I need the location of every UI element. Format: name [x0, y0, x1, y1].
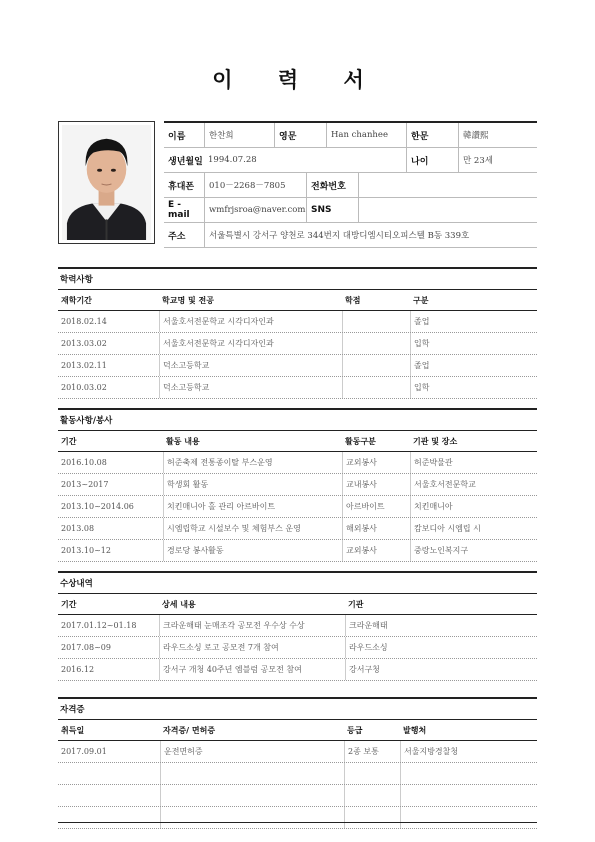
age-value: 만 23세 [458, 148, 537, 172]
birth-label: 생년월일 [168, 156, 203, 167]
activities-header-period: 기간 [61, 436, 77, 446]
cert-name [160, 763, 344, 784]
education-grade [342, 311, 410, 332]
table-row [58, 741, 537, 763]
certs-header-grade: 등급 [347, 725, 363, 735]
sns-label: SNS [306, 198, 358, 222]
tel-label: 전화번호 [306, 173, 358, 197]
profile-photo [58, 121, 155, 244]
eng-name-value: Han chanhee [326, 123, 406, 147]
table-row [58, 355, 537, 377]
education-type: 졸업 [410, 311, 537, 332]
awards-header-detail: 상세 내용 [162, 599, 196, 609]
education-type: 입학 [410, 377, 537, 398]
award-period: 2016.12 [61, 665, 95, 674]
info-row-email [164, 198, 537, 223]
education-school: 서울호서전문학교 시각디자인과 [159, 311, 342, 332]
award-detail: 강서구 개청 40주년 엠블럼 공모전 참여 [159, 659, 345, 680]
education-school: 덕소고등학교 [159, 377, 342, 398]
activity-place: 캄보디아 시엠립 시 [410, 518, 537, 539]
education-period: 2018.02.14 [61, 317, 107, 326]
sns-value [358, 198, 537, 222]
activity-period: 2013.10~2014.06 [61, 502, 134, 511]
activity-type: 해외봉사 [342, 518, 410, 539]
education-header-school: 학교명 및 전공 [162, 295, 214, 305]
cert-name: 운전면허증 [160, 741, 344, 762]
table-row [58, 540, 537, 562]
cert-issuer [400, 807, 537, 828]
activities-header-type: 활동구분 [345, 436, 376, 446]
email-label: E - mail [168, 200, 190, 220]
awards-header-row [58, 594, 537, 615]
name-label: 이름 [168, 131, 186, 142]
table-row [58, 807, 537, 829]
table-row [58, 333, 537, 355]
activity-type: 교외봉사 [342, 540, 410, 561]
name-value: 한찬희 [204, 123, 274, 147]
activity-content: 경로당 봉사활동 [163, 540, 342, 561]
cert-date: 2017.09.01 [61, 747, 107, 756]
education-grade [342, 355, 410, 376]
email-value: wmfrjsroa@naver.com [204, 198, 306, 222]
cert-grade [344, 763, 400, 784]
activity-content: 시엠립학교 시설보수 및 체험부스 운영 [163, 518, 342, 539]
table-row [58, 311, 537, 333]
activity-period: 2016.10.08 [61, 458, 107, 467]
awards-header-org: 기관 [348, 599, 364, 609]
activity-period: 2013.08 [61, 524, 95, 533]
activity-type: 교외봉사 [342, 452, 410, 473]
awards-header-period: 기간 [61, 599, 77, 609]
document-title: 이 력 서 [212, 68, 383, 92]
phone-value: 010－2268－7805 [204, 173, 306, 197]
info-row-name [164, 123, 537, 148]
table-row [58, 659, 537, 681]
award-period: 2017.01.12~01.18 [61, 621, 137, 630]
table-row [58, 637, 537, 659]
certificates-header-row [58, 720, 537, 741]
education-header-type: 구분 [413, 295, 429, 305]
activity-type: 아르바이트 [342, 496, 410, 517]
cert-date [58, 807, 160, 828]
education-grade [342, 377, 410, 398]
education-period: 2010.03.02 [61, 383, 107, 392]
bottom-divider [58, 822, 537, 823]
education-header-row [58, 290, 537, 311]
table-row [58, 496, 537, 518]
activity-place: 서울호서전문학교 [410, 474, 537, 495]
education-section [58, 267, 537, 399]
education-header-period: 재학기간 [61, 295, 92, 305]
activity-content: 허준축제 전통종이탈 부스운영 [163, 452, 342, 473]
cert-issuer: 서울지방경찰청 [400, 741, 537, 762]
award-org: 강서구청 [345, 659, 537, 680]
activities-section [58, 408, 537, 562]
award-org: 크라운해태 [345, 615, 537, 636]
cert-date [58, 763, 160, 784]
person-photo-icon [62, 125, 151, 240]
eng-name-label: 영문 [274, 123, 326, 147]
education-school: 서울호서전문학교 시각디자인과 [159, 333, 342, 354]
cert-name [160, 807, 344, 828]
award-detail: 크라운해태 눈매조각 공모전 우수상 수상 [159, 615, 345, 636]
table-row [58, 615, 537, 637]
phone-label: 휴대폰 [168, 181, 195, 192]
education-grade [342, 333, 410, 354]
education-school: 덕소고등학교 [159, 355, 342, 376]
cert-date [58, 785, 160, 806]
education-type: 입학 [410, 333, 537, 354]
awards-title: 수상내역 [58, 571, 537, 594]
education-period: 2013.02.11 [61, 361, 107, 370]
profile-info-table [164, 121, 537, 248]
certificates-section [58, 697, 537, 829]
education-type: 졸업 [410, 355, 537, 376]
award-detail: 라우드소싱 로고 공모전 7개 참여 [159, 637, 345, 658]
certs-header-name: 자격증/ 면허증 [163, 725, 216, 735]
activities-header-content: 활동 내용 [166, 436, 200, 446]
table-row [58, 785, 537, 807]
certificates-title: 자격증 [58, 697, 537, 720]
certs-header-date: 취득일 [61, 725, 85, 735]
awards-section [58, 571, 537, 681]
activity-period: 2013.10~12 [61, 546, 111, 555]
activity-place: 허준박물관 [410, 452, 537, 473]
activity-period: 2013~2017 [61, 480, 109, 489]
info-row-phone [164, 173, 537, 198]
education-title: 학력사항 [58, 267, 537, 290]
activity-place: 중랑노인복지구 [410, 540, 537, 561]
activities-header-row [58, 431, 537, 452]
activities-header-place: 기관 및 장소 [413, 436, 458, 446]
table-row [58, 518, 537, 540]
award-org: 라우드소싱 [345, 637, 537, 658]
cert-grade [344, 807, 400, 828]
table-row [58, 763, 537, 785]
hanja-name-label: 한문 [406, 123, 458, 147]
certs-header-issuer: 발행처 [403, 725, 427, 735]
cert-name [160, 785, 344, 806]
address-label: 주소 [168, 231, 186, 242]
activity-place: 치킨매니아 [410, 496, 537, 517]
activity-type: 교내봉사 [342, 474, 410, 495]
age-label: 나이 [406, 148, 458, 172]
activities-title: 활동사항/봉사 [58, 408, 537, 431]
info-row-birth [164, 148, 537, 173]
award-period: 2017.08~09 [61, 643, 111, 652]
hanja-name-value: 韓讚熙 [458, 123, 537, 147]
cert-grade [344, 785, 400, 806]
table-row [58, 474, 537, 496]
table-row [58, 452, 537, 474]
education-header-grade: 학점 [345, 295, 361, 305]
education-period: 2013.03.02 [61, 339, 107, 348]
cert-issuer [400, 785, 537, 806]
address-value: 서울특별시 강서구 양천로 344번지 대방디엠시티오피스텔 B동 339호 [204, 223, 537, 247]
birth-value: 1994.07.28 [208, 155, 257, 165]
cert-grade: 2종 보통 [344, 741, 400, 762]
table-row [58, 377, 537, 399]
activity-content: 학생회 활동 [163, 474, 342, 495]
tel-value [358, 173, 537, 197]
info-row-address [164, 223, 537, 248]
cert-issuer [400, 763, 537, 784]
activity-content: 치킨매니아 홀 관리 아르바이트 [163, 496, 342, 517]
